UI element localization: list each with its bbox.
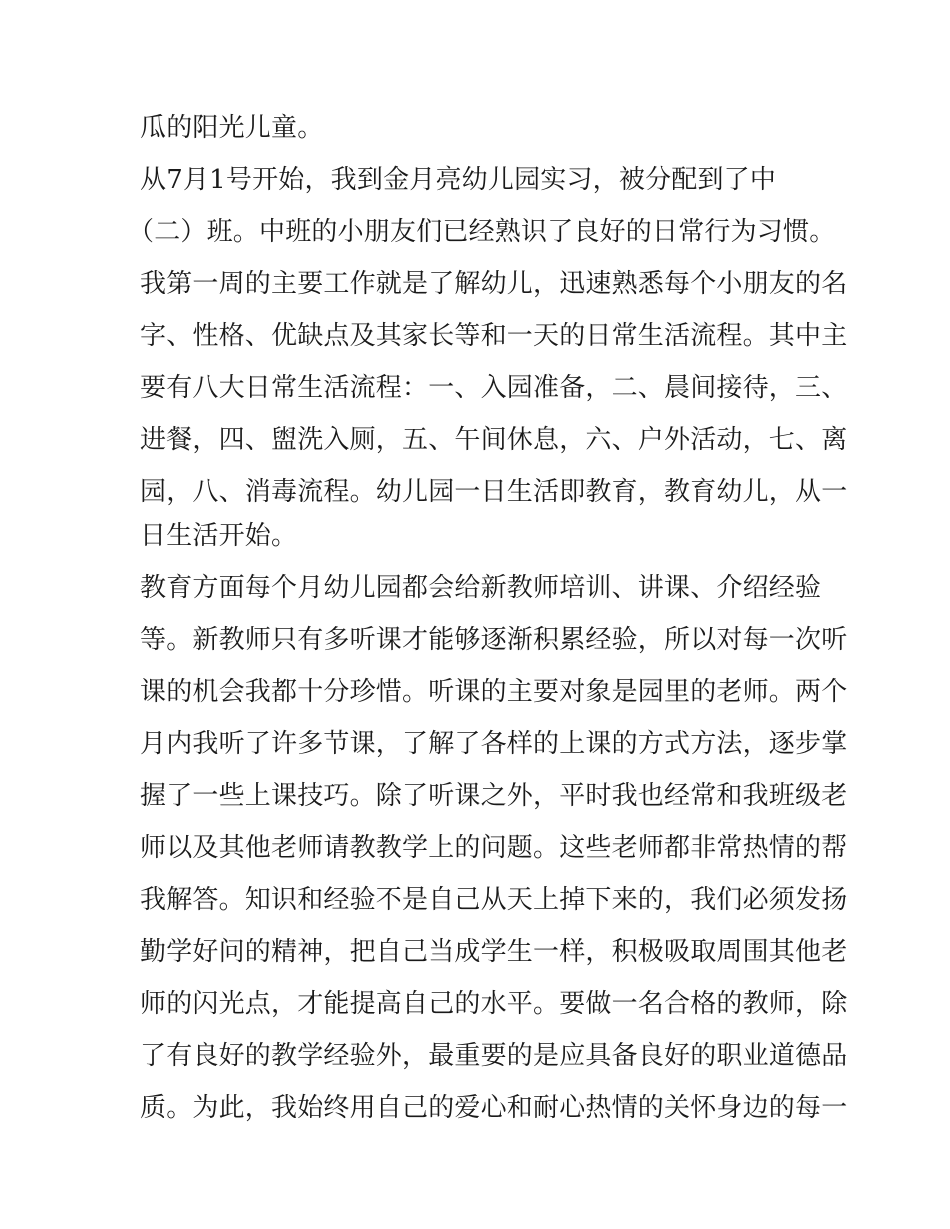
text-line: 课的机会我都十分珍惜。听课的主要对象是园里的老师。两个 [140,677,848,707]
text-line: 月内我听了许多节课，了解了各样的上课的方式方法，逐步掌 [140,729,848,759]
text-line: 瓜的阳光儿童。 [140,113,324,143]
text-line: 师的闪光点，才能提高自己的水平。要做一名合格的教师，除 [140,989,848,1019]
text-line: 质。为此，我始终用自己的爱心和耐心热情的关怀身边的每一 [140,1093,848,1123]
text-line: （二）班。中班的小朋友们已经熟识了良好的日常行为习惯。 [128,217,836,247]
text-line: 园，八、消毒流程。幼儿园一日生活即教育，教育幼儿，从一 [140,477,848,507]
text-line: 握了一些上课技巧。除了听课之外，平时我也经常和我班级老 [140,781,848,811]
text-line: 我第一周的主要工作就是了解幼儿，迅速熟悉每个小朋友的名 [140,269,848,299]
text-line: 日生活开始。 [140,521,298,551]
text-line: 教育方面每个月幼儿园都会给新教师培训、讲课、介绍经验 [140,573,822,603]
text-line: 了有良好的教学经验外，最重要的是应具备良好的职业道德品 [140,1041,848,1071]
text-line: 字、性格、优缺点及其家长等和一天的日常生活流程。其中主 [140,321,848,351]
text-line: 等。新教师只有多听课才能够逐渐积累经验，所以对每一次听 [140,625,848,655]
text-line: 从7月1号开始，我到金月亮幼儿园实习，被分配到了中 [140,165,777,195]
text-line: 师以及其他老师请教教学上的问题。这些老师都非常热情的帮 [140,833,848,863]
text-line: 勤学好问的精神，把自己当成学生一样，积极吸取周围其他老 [140,937,848,967]
text-line: 我解答。知识和经验不是自己从天上掉下来的，我们必须发扬 [140,885,848,915]
text-line: 要有八大日常生活流程：一、入园准备，二、晨间接待，三、 [140,373,848,403]
text-line: 进餐，四、盥洗入厕，五、午间休息，六、户外活动，七、离 [140,425,848,455]
